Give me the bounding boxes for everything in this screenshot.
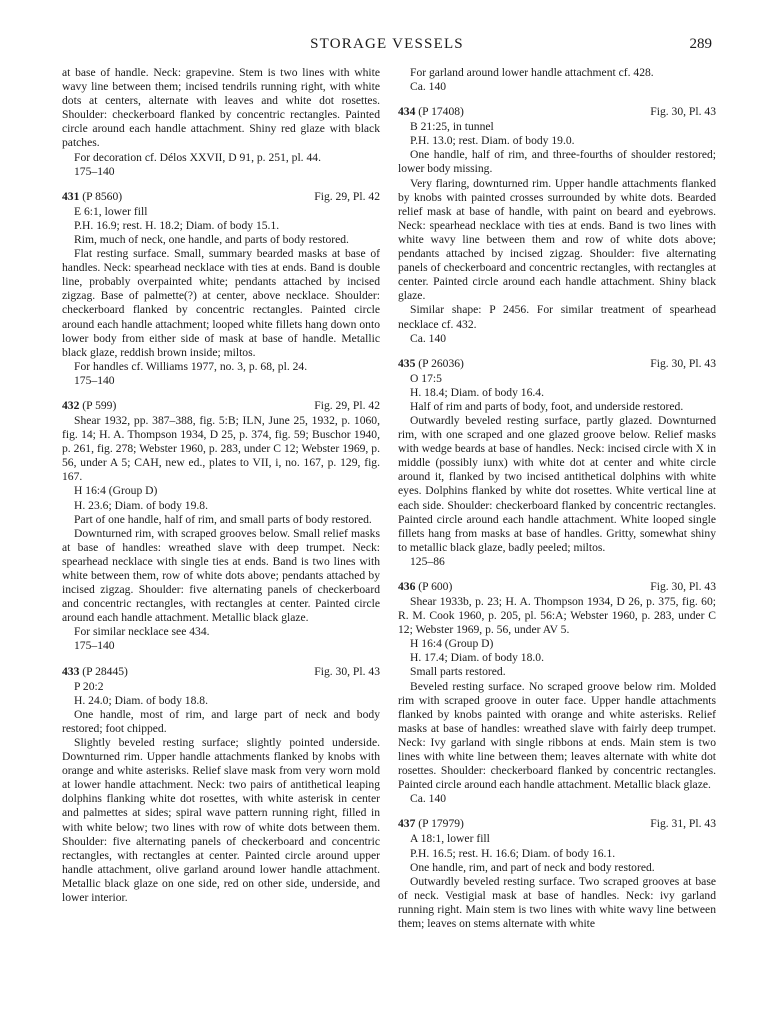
deposit: O 17:5 — [410, 371, 442, 385]
inventory-number: (P 26036) — [418, 356, 464, 370]
catalog-entry-heading — [398, 105, 716, 120]
figure-reference: Fig. 30, Pl. 43 — [650, 105, 716, 119]
bibliography: Shear 1932, pp. 387–388, fig. 5:B; ILN, June 25, 1932, p. 1060, fig. 14; H. A. Thompson 1934, D 25, p. 374, fig. 59; Buschor 1940, p. 261, fig. 278; Webster 1960, p. 283, under C 12; Webster 1969, p. 56, under A 5; CAH, new ed., plates to VII, i, no. 167, p. 129, fig. 167. — [62, 413, 380, 484]
deposit: H 16:4 (Group D) — [74, 484, 158, 498]
dimensions: P.H. 16.9; rest. H. 18.2; Diam. of body 15.1. — [74, 218, 280, 232]
catalog-entry-heading — [398, 357, 716, 372]
deposit: P 20:2 — [74, 679, 104, 693]
description: Slightly beveled resting surface; slightly pointed underside. Downturned rim. Upper handle attachments flanked by knobs with orange and white asterisks. Relief slave mask from very worn mold at lower handle attachment. Neck: two pairs of antithetical leaping dolphins flanking white dot rosettes, with white asterisk in center and palmettes at sides; spiral wave pattern running right, filled in with white below; two lines with row of white dots between them. Shoulder: five alternating panels of checkerboard and concentric rectangles, with rectangles at center. Painted circle around upper handle attachment, olive garland around lower handle attachment. Metallic black glaze on one side, red on other side, underside, and lower interior. — [62, 735, 380, 904]
catalog-entry-heading — [398, 580, 716, 595]
dimensions: P.H. 13.0; rest. Diam. of body 19.0. — [410, 134, 575, 148]
catalog-number: 435 — [398, 356, 416, 370]
description: Downturned rim, with scraped grooves below. Small relief masks at base of handles: wreathed slave with deep trumpet. Neck: spearhead necklace with single ties at ends. Band is two lines with white between them, row of white dots above; pendants attached by incised zigzag. Shoulder: five alternating panels of checkerboard and concentric rectangles, with rectangles at center. Painted circle around each handle attachment. Metallic black glaze. — [62, 526, 380, 625]
continued-text: at base of handle. Neck: grapevine. Stem is two lines with white wavy line between them; incised tendrils running right, with white dots at centers, alternate with leaves and white dot rosettes. Shoulder: checkerboard flanked by concentric rectangles. Painted circle around each handle attachment. Shiny red glaze with black patches. — [62, 66, 380, 150]
running-head-title: STORAGE VESSELS — [310, 36, 464, 52]
dimensions: P.H. 16.5; rest. H. 16.6; Diam. of body 16.1. — [410, 846, 616, 860]
condition: Part of one handle, half of rim, and small parts of body restored. — [74, 512, 372, 526]
figure-reference: Fig. 30, Pl. 43 — [650, 356, 716, 370]
catalog-entry-heading — [62, 190, 380, 205]
inventory-number: (P 8560) — [82, 189, 123, 203]
catalog-number: 432 — [62, 398, 80, 412]
condition: One handle, half of rim, and three-fourths of shoulder restored; lower body missing. — [398, 148, 716, 176]
inventory-number: (P 17979) — [418, 817, 464, 831]
catalog-number: 437 — [398, 817, 416, 831]
deposit: A 18:1, lower fill — [410, 832, 490, 846]
catalog-number: 431 — [62, 189, 80, 203]
description: Outwardly beveled resting surface, partly glazed. Downturned rim, with one scraped and one glazed groove below. Relief masks with wedge beards at base of handles. Neck: incised circle with X in middle (possibly iunx) with white dot at center and white circle around it, flanked by two incised antithetical dolphins with white eyes. Dolphins flanked by white dot rosettes. White vertical line at each side. Shoulder: checkerboard flanked by concentric rectangles. Painted circle around each handle attachment. White looped single fillets hang from masks at base of handles. Gritty, somewhat shiny to metallic black glaze, badly peeled; miltos. — [398, 413, 716, 554]
figure-reference: Fig. 30, Pl. 43 — [314, 664, 380, 678]
left-column — [62, 66, 380, 905]
entry-date: Ca. 140 — [410, 792, 447, 806]
comparison-note: For garland around lower handle attachment cf. 428. — [410, 66, 654, 79]
entry-date: Ca. 140 — [410, 80, 447, 94]
description: Very flaring, downturned rim. Upper handle attachments flanked by knobs with painted crosses surrounded by white dots. Bearded relief mask at base of handle, with paint on beard and eyebrows. Neck: spearhead necklace with ties at ends. Band is two lines with white wavy line between them and row of white dots above; pendants attached by incised zigzag. Shoulder: five alternating panels of checkerboard and concentric rectangles, with rectangles at center. Painted circle around each handle attachment. Shiny black glaze. — [398, 176, 716, 303]
comparison-note: For decoration cf. Délos XXVII, D 91, p. 251, pl. 44. — [74, 150, 321, 164]
entry-date: 175–140 — [74, 373, 115, 387]
figure-reference: Fig. 29, Pl. 42 — [314, 189, 380, 203]
inventory-number: (P 599) — [82, 398, 117, 412]
catalog-number: 436 — [398, 580, 416, 593]
condition: One handle, rim, and part of neck and body restored. — [410, 860, 655, 874]
figure-reference: Fig. 29, Pl. 42 — [314, 398, 380, 412]
inventory-number: (P 28445) — [82, 664, 128, 678]
dimensions: H. 18.4; Diam. of body 16.4. — [410, 385, 544, 399]
dimensions: H. 23.6; Diam. of body 19.8. — [74, 498, 208, 512]
comparison-note: Similar shape: P 2456. For similar treatment of spearhead necklace cf. 432. — [398, 303, 716, 331]
catalog-entry-heading — [398, 817, 716, 832]
catalog-number: 433 — [62, 664, 80, 678]
comparison-note: For similar necklace see 434. — [74, 625, 210, 639]
deposit: H 16:4 (Group D) — [410, 637, 494, 651]
condition: Small parts restored. — [410, 665, 506, 679]
page-number: 289 — [689, 36, 712, 52]
comparison-note: For handles cf. Williams 1977, no. 3, p. 68, pl. 24. — [74, 359, 308, 373]
catalog-entry-heading — [62, 665, 380, 680]
condition: Half of rim and parts of body, foot, and underside restored. — [410, 399, 684, 413]
dimensions: H. 17.4; Diam. of body 18.0. — [410, 651, 544, 665]
running-head — [62, 36, 712, 58]
dimensions: H. 24.0; Diam. of body 18.8. — [74, 693, 208, 707]
description: Outwardly beveled resting surface. Two scraped grooves at base of neck. Vestigial mask at base of handles. Neck: ivy garland running right. Main stem is two lines with white wavy line between them; leaves on stems alternate with white — [398, 874, 716, 930]
bibliography: Shear 1933b, p. 23; H. A. Thompson 1934, D 26, p. 375, fig. 60; R. M. Cook 1960, p. 205, pl. 56:A; Webster 1960, p. 283, under C 12; Webster 1969, p. 56, under AV 5. — [398, 595, 716, 637]
condition: Rim, much of neck, one handle, and parts of body restored. — [74, 232, 349, 246]
entry-date: 175–140 — [74, 639, 115, 653]
description: Beveled resting surface. No scraped groove below rim. Molded rim with scraped groove in outer face. Upper handle attachments flanked by knobs painted with orange and white asterisks. Relief masks at base of handles: wreathed slave with fairly deep trumpet. Neck: Ivy garland with single ribbons at ends. Main stem is two lines with white line between them; leaves alternate with white dot rosettes. Shoulder: checkerboard flanked by concentric rectangles. Painted circle around each handle attachment. Metallic black glaze. — [398, 679, 716, 792]
right-column — [398, 66, 716, 931]
inventory-number: (P 17408) — [418, 105, 464, 119]
figure-reference: Fig. 30, Pl. 43 — [650, 580, 716, 593]
deposit: E 6:1, lower fill — [74, 204, 148, 218]
catalog-entry-heading — [62, 399, 380, 414]
entry-date: 175–140 — [74, 164, 115, 178]
inventory-number: (P 600) — [418, 580, 453, 593]
entry-date: Ca. 140 — [410, 331, 447, 345]
condition: One handle, most of rim, and large part of neck and body restored; foot chipped. — [62, 707, 380, 735]
entry-date: 125–86 — [410, 554, 445, 568]
description: Flat resting surface. Small, summary bearded masks at base of handles. Neck: spearhead necklace with ties at ends. Band is double line, probably overpainted white; pendants attached by incised zigzag. Base of palmette(?) at center, above necklace. Shoulder: checkerboard flanked by concentric rectangles. Painted circle around each handle attachment; looped white fillets hang down onto lower body from either side of mask at base of handle. Metallic black glaze, reddish brown inside; miltos. — [62, 247, 380, 359]
figure-reference: Fig. 31, Pl. 43 — [650, 817, 716, 831]
deposit: B 21:25, in tunnel — [410, 120, 494, 134]
catalog-number: 434 — [398, 105, 416, 119]
